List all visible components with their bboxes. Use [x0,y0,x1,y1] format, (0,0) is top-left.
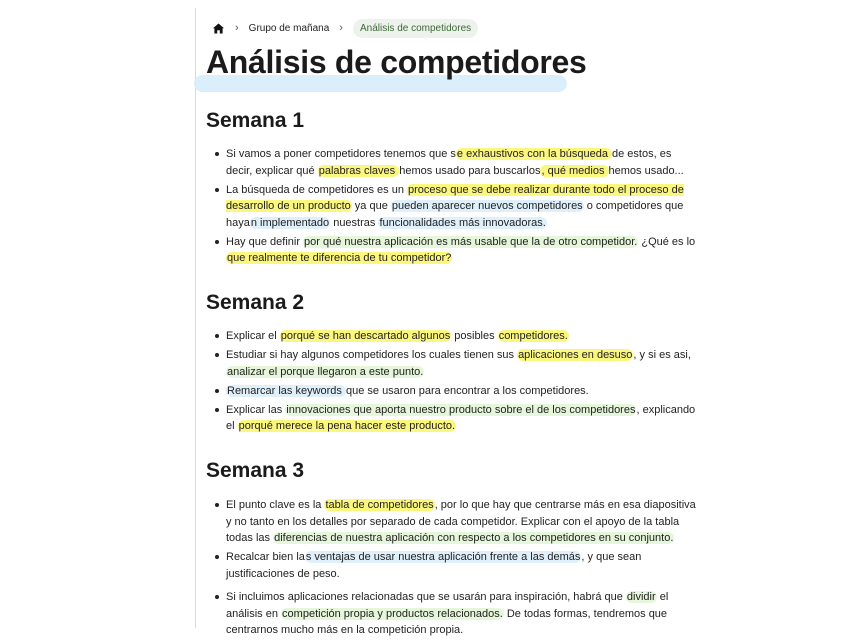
bullet-text: hemos usado... [608,164,684,177]
highlighted-text: innovaciones que aporta nuestro producto sobre el de los competidores [286,403,636,416]
bullet-text: Explicar las [226,403,286,416]
list-item [226,347,696,380]
list-item [226,328,696,345]
highlighted-text: e exhaustivos con la búsqueda [456,148,612,160]
highlighted-text: porqué merece la pena hacer este producto. [238,420,456,432]
left-divider-line [195,8,196,628]
highlighted-text: proceso que se debe realizar durante todo el proceso de desarrollo de un producto [226,183,684,212]
highlighted-text: s ventajas de usar nuestra aplicación frente a las demás [305,551,581,563]
section-list-semana-3 [206,497,696,641]
bullet-text: , y si es asi, [633,349,691,361]
list-item [226,589,696,639]
bullet-text: o competidores que haya [226,200,684,229]
section-list-semana-2 [206,328,696,437]
highlighted-text: que realmente te diferencia de tu competidor? [227,252,452,264]
bullet-text: Si incluimos aplicaciones relacionadas que se usarán para inspiración, habrá que [226,591,626,603]
highlighted-text: n implementado [250,216,330,229]
highlighted-text: analizar el porque llegaron a este punto. [227,365,424,378]
bullet-text: Si vamos a poner competidores tenemos que s [226,148,456,160]
section-heading-semana-3: Semana 3 [206,459,305,482]
bullet-text: Estudiar si hay algunos competidores los cuales tienen sus [226,349,518,361]
highlighted-text: funcionalidades más innovadoras. [379,216,546,229]
bullet-text: De todas formas, tendremos que centrarnos mucho más en la competición propia. [226,607,668,636]
bullet-text: , por lo que hay que centrarse más en esa diapositiva y no tanto en los detalles por separado de cada competidor. Explicar con el apoyo de la tabla todas las [226,499,696,544]
bullet-text: ya que [351,200,391,212]
breadcrumb [206,17,478,39]
bullet-text: El punto clave es la [226,499,325,511]
highlighted-text: , qué medios [541,164,608,177]
highlighted-text: diferencias de nuestra aplicación con respecto a los competidores en su conjunto. [274,532,674,544]
bullet-text: posibles [451,330,498,342]
section-heading-semana-1: Semana 1 [206,109,305,132]
bullet-text: Recalcar bien la [226,551,305,563]
highlighted-text: porqué se han descartado algunos [280,330,451,342]
chevron-right-icon: › [339,22,343,34]
list-item [226,146,696,179]
bullet-text: que se usaron para encontrar a los competidores. [345,384,589,397]
list-item [226,497,696,547]
bullet-text: La búsqueda de competidores es un [226,183,408,196]
bullet-text: de estos, es decir, explicar qué [226,148,672,177]
highlighted-text: tabla de competidores [325,499,434,511]
bullet-text: , explicando el [226,403,696,432]
section-heading-semana-2: Semana 2 [206,291,305,314]
bullet-text: el análisis en [226,591,669,620]
list-item [226,549,696,582]
home-icon[interactable] [212,22,225,35]
list-item [226,234,696,267]
highlighted-text: competidores. [498,330,568,342]
list-item [226,182,696,232]
bullet-text: hemos usado para buscarlos [399,164,541,177]
list-item [226,383,696,400]
highlighted-text: pueden aparecer nuevos competidores [391,200,583,212]
bullet-text: ¿Qué es lo [638,235,696,248]
highlighted-text: palabras claves [318,164,399,177]
section-list-semana-1 [206,146,696,269]
highlighted-text: aplicaciones en desuso [518,349,633,361]
breadcrumb-item-current[interactable]: Análisis de competidores [353,19,478,38]
bullet-text: Explicar el [226,330,280,342]
chevron-right-icon: › [235,22,239,34]
bullet-text: , y que sean justificaciones de peso. [226,551,642,580]
highlighted-text: por qué nuestra aplicación es más usable que la de otro competidor. [304,235,638,248]
highlighted-text: competición propia y productos relacionados. [282,607,503,620]
page-title: Análisis de competidores [206,44,587,80]
highlighted-text: dividir [626,591,656,603]
breadcrumb-item-grupo[interactable]: Grupo de mañana [248,22,330,34]
bullet-text: Hay que definir [226,235,304,248]
highlighted-text: Remarcar las keywords [227,384,345,397]
bullet-text: nuestras [330,216,379,229]
list-item [226,402,696,435]
